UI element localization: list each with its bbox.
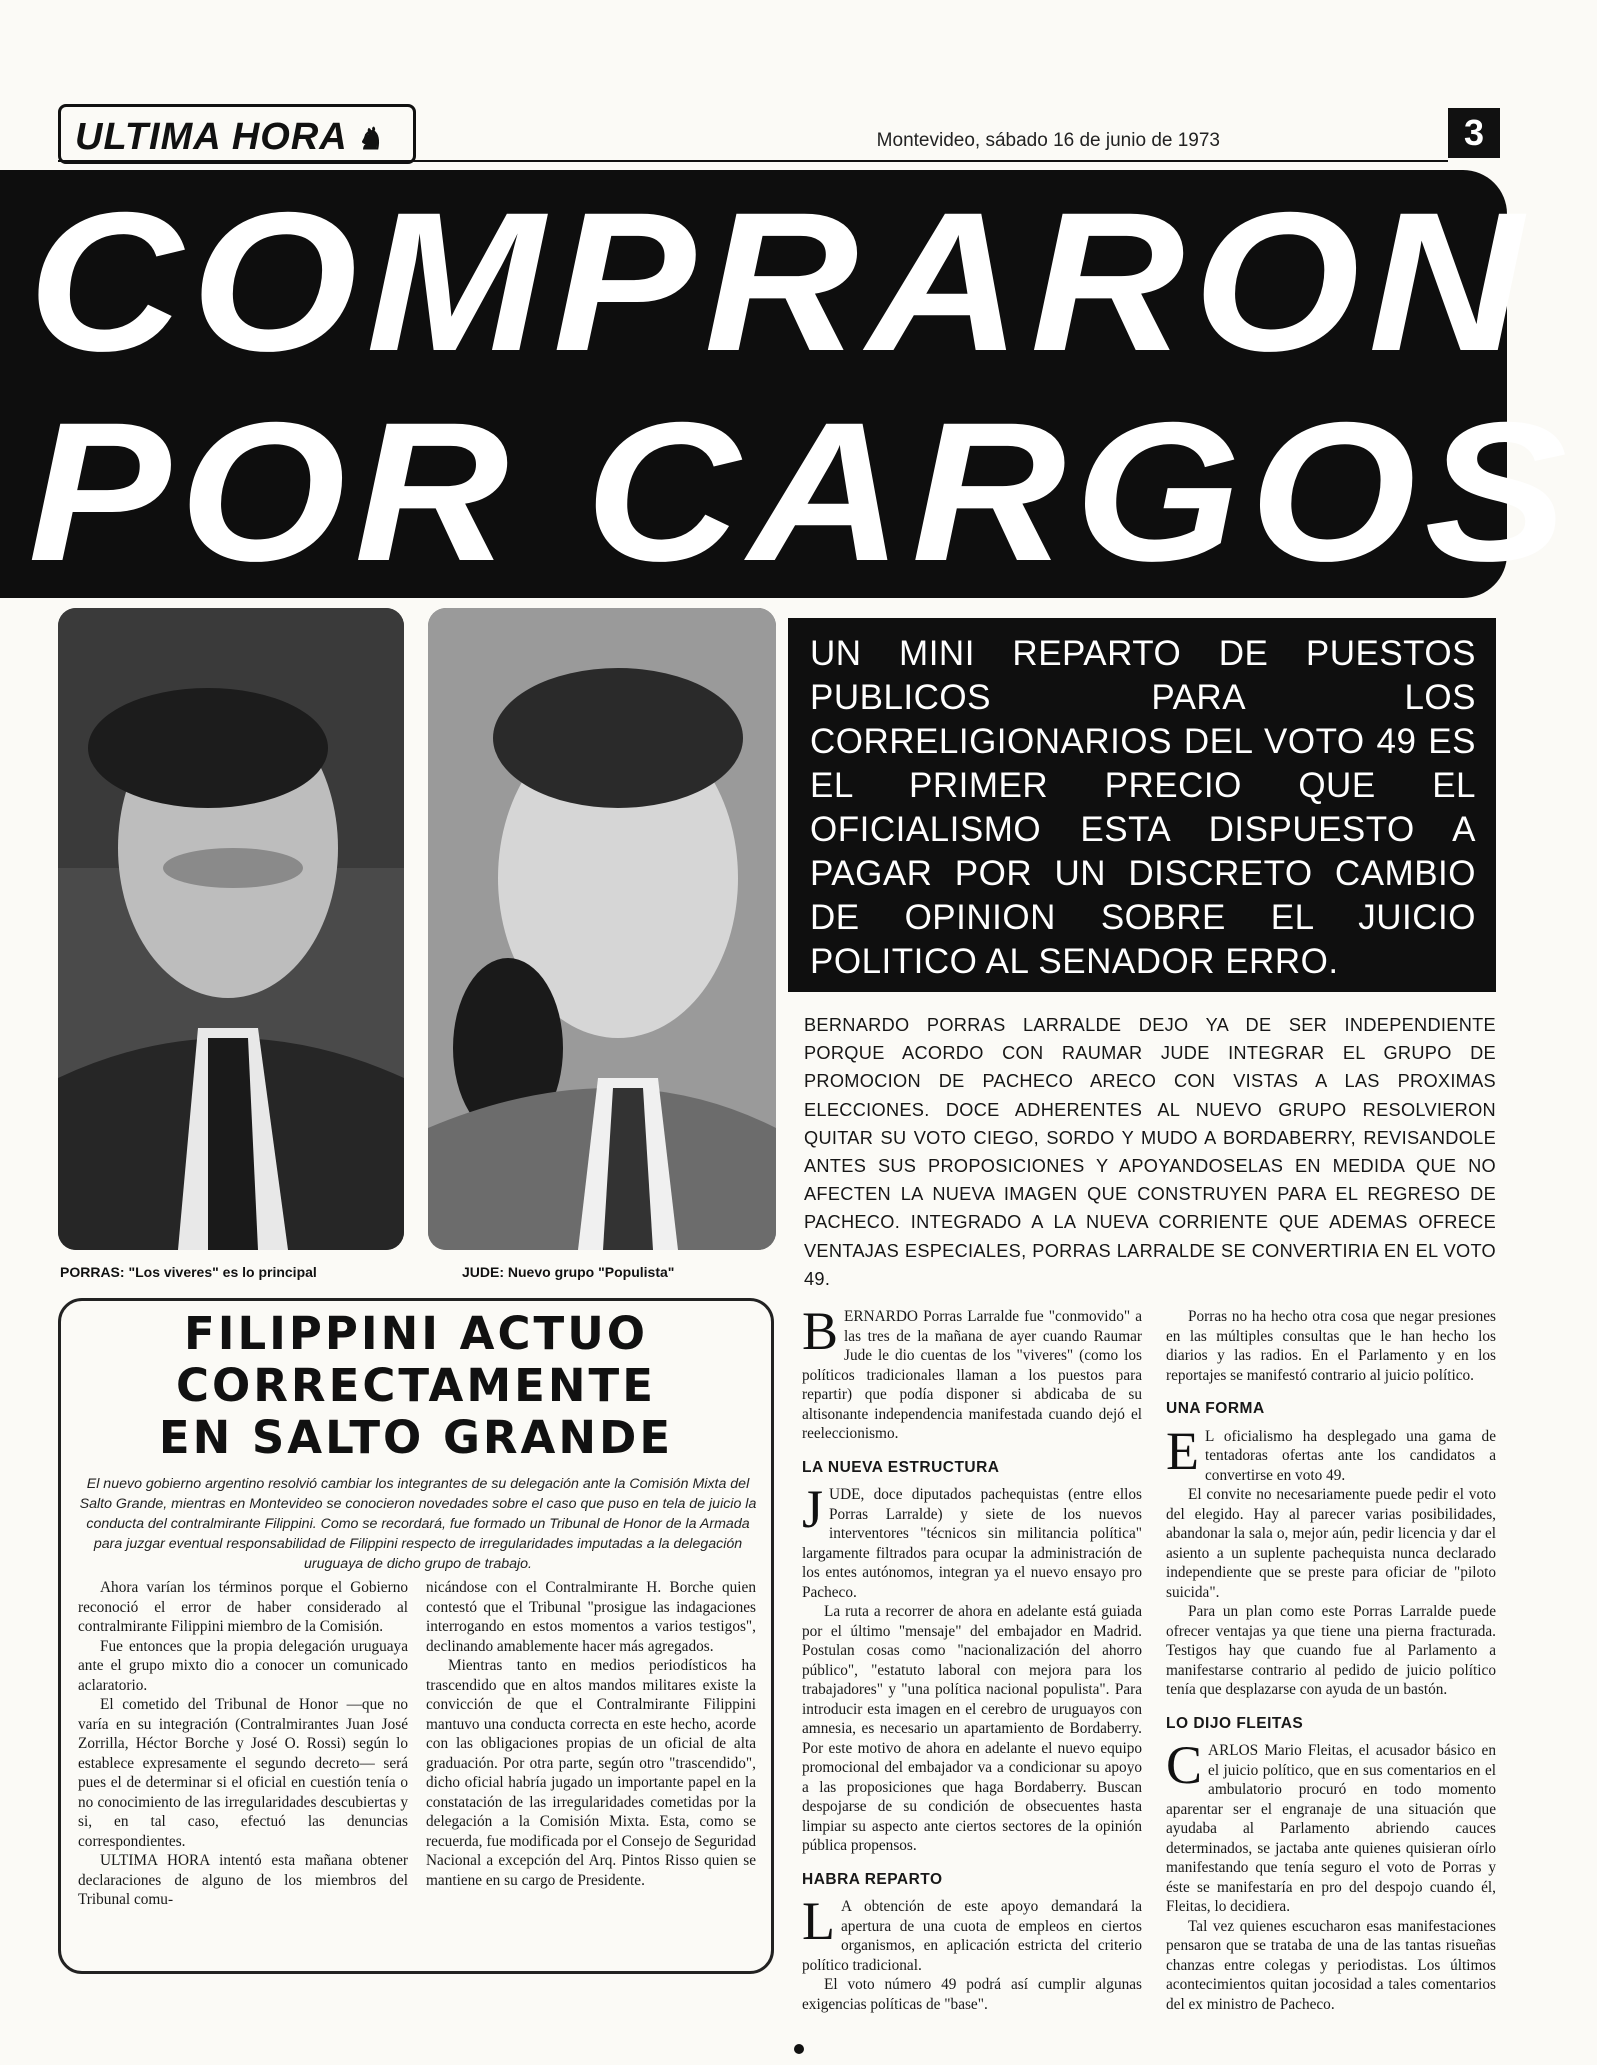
lead-paragraph: BERNARDO PORRAS LARRALDE DEJO YA DE SER INDEPENDIENTE PORQUE ACORDO CON RAUMAR JUDE INTEGRAR EL GRUPO DE PROMOCION DE PACHECO ARECO CON VISTAS A LAS PROXIMAS ELECCIONES. DOCE ADHERENTES AL NUEVO GRUPO RESOLVIERON QUITAR SU VOTO CIEGO, SORDO Y MUDO A BORDABERRY, REVISANDOLE ANTES SUS PROPOSICIONES Y APOYANDOSELAS EN MEDIDA QUE NO AFECTEN LA NUEVA IMAGEN QUE CONSTRUYEN PARA EL REGRESO DE PACHECO. INTEGRADO A LA NUEVA CORRIENTE QUE ADEMAS OFRECE VENTAJAS ESPECIALES, PORRAS LARRALDE SE CONVERTIRIA EN EL VOTO 49. [804,1015,1496,1289]
drop-cap: J [802,1479,824,1539]
section-head-forma: UNA FORMA [1166,1400,1265,1417]
headline-line-1: COMPRARON [28,171,1532,392]
drop-cap: C [1166,1735,1203,1795]
filippini-paragraph: Fue entonces que la propia delegación uruguaya ante el grupo mixto dio a conocer un comunicado aclaratorio. [78,1637,408,1694]
caption-porras: PORRAS: "Los viveres" es lo principal [60,1264,317,1280]
body-paragraph-text: ERNARDO Porras Larralde fue "conmovido" a las tres de la mañana de ayer cuando Raumar Jude le dio cuentas de los "viveres" (como los políticos tradicionales llaman a los puestos para repartir) que podía disponer si abdicaba de su altisonante independencia manifestada cuando dejó el reeleccionismo. [802,1308,1142,1442]
section-head-fleitas: LO DIJO FLEITAS [1166,1714,1304,1732]
drop-cap: B [802,1301,839,1361]
filippini-paragraph: ULTIMA HORA intentó esta mañana obtener declaraciones de alguno de los miembros del Tribunal comu- [78,1852,408,1908]
body-paragraph-text: L oficialismo ha desplegado una gama de tentadoras ofertas ante los candidatos a convertirse en voto 49. [1205,1427,1496,1484]
body-paragraph: La ruta a recorrer de ahora en adelante está guiada por el último "mensaje" del embajador en Madrid. Postulan cosas como "nacionalización del ahorro público", "estatuto laboral con mejora para los trabajadores" y "una política nacional populista". Para introducir esta imagen en el cerebro de uruguayos con amnesia, es necesario un apartamiento de Bordaberry. Por este motivo de ahora en adelante el nuevo equipo promocional del embajador va a condicionar su apoyo a las proposiciones que haga Bordaberry. Buscan despojarse de su condición de obsecuentes hasta limpiar su aspecto ante ciertos sectores de la opinión pública propensos. [802,1603,1142,1854]
filippini-paragraph: nicándose con el Contralmirante H. Borche quien contestó que el Tribunal "prosigue las indagaciones interrogando en estos momentos a varios testigos", declinando amablemente hacer más agregados. [426,1579,756,1655]
drop-cap: L [802,1891,835,1951]
body-paragraph-text: ARLOS Mario Fleitas, el acusador básico en el juicio político, que en sus comentarios en el ambulatorio procuró en todo momento aparentar ser el engranaje de una situación que ayudaba al Parlamento abriendo cauces determinados, se jactaba ante quienes quisieran oírlo manifestando que tenía seguro el voto de Porras y éste se manifestaría en pro del despojo cuando él, Fleitas, lo decidiera. [1166,1742,1496,1915]
body-column-2 [1166,1307,1496,2014]
filippini-intro: El nuevo gobierno argentino resolvió cambiar los integrantes de su delegación ante la Comisión Mixta del Salto Grande, mientras en Montevideo se conocieron novedades sobre el caso que puso en tela de juicio la conducta del contralmirante Filippini. Como se recordará, fue formado un Tribunal de Honor de la Armada para juzgar eventual responsabilidad de Filippini respecto de irregularidades imputadas a la delegación uruguaya de dicho grupo de trabajo. [79,1476,757,1572]
photo-jude [428,608,776,1250]
body-paragraph [802,1301,1142,1444]
body-paragraph: El voto número 49 podrá así cumplir algunas exigencias políticas de "base". [802,1976,1142,2013]
body-column-1 [802,1301,1142,2014]
filippini-column-1 [78,1578,408,1910]
masthead-rule [58,160,1448,162]
page-number: 3 [1448,108,1500,158]
body-paragraph: El convite no necesariamente puede pedir el voto del elegido. Hay al parecer varias posibilidades, abandonar la sala o, mejor aún, pedir licencia y dar el asiento a un suplente pachequista nunca declarado independiente que se preste para oficiar de "piloto suicida". [1166,1486,1496,1601]
logo-text: ULTIMA HORA [75,116,348,158]
masthead-logo [58,104,416,164]
filippini-column-2 [426,1578,756,1890]
body-paragraph: Tal vez quienes escucharon esas manifestaciones pensaron que se trataba de una de las tantas risueñas chanzas entre colegas y periodistas. Los últimos acontecimientos quitan jocosidad a tales comentarios del ex ministro de Pacheco. [1166,1917,1496,2013]
body-paragraph [802,1891,1142,1975]
footer-mark [794,2044,804,2054]
horse-icon: ♞ [355,123,384,156]
body-paragraph: Porras no ha hecho otra cosa que negar presiones en las múltiples consultas que le han hecho los diarios y las radios. En el Parlamento y en los reportajes se manifestó contrario al juicio político. [1166,1308,1496,1384]
body-paragraph [1166,1735,1496,1917]
dateline: Montevideo, sábado 16 de junio de 1973 [876,130,1220,151]
body-paragraph: Para un plan como este Porras Larralde puede ofrecer ventajas ya que tiene una pierna fracturada. Testigos hay que cuando fue al Parlamento a manifestarse contrario al pedido de juicio político tenía que desplazarse con ayuda de un bastón. [1166,1603,1496,1698]
headline-line-2: POR CARGOS [28,381,1576,602]
photo-porras [58,608,404,1250]
body-paragraph-text: A obtención de este apoyo demandará la apertura de una cuota de empleos en ciertos organismos, en aplicación estricta del criterio político tradicional. [802,1898,1142,1974]
body-paragraph [802,1479,1142,1602]
filippini-headline: FILIPPINI ACTUO CORRECTAMENTE EN SALTO GRANDE [158,1307,674,1464]
filippini-paragraph: El cometido del Tribunal de Honor —que no varía en su integración (Contralmirantes Juan José Zorrilla, Héctor Borche y José O. Rossi) según lo establece expresamente el segundo decreto— será pues el de determinar si el oficial en cuestión tenía o no conocimiento de las irregularidades descubiertas y si, en tal caso, efectuó las denuncias correspondientes. [78,1696,408,1850]
body-paragraph [1166,1420,1496,1486]
subhead-box: UN MINI REPARTO DE PUESTOS PUBLICOS PARA LOS CORRELIGIONARIOS DEL VOTO 49 ES EL PRIMER PRECIO QUE EL OFICIALISMO ESTA DISPUESTO A PAGAR POR UN DISCRETO CAMBIO DE OPINION SOBRE EL JUICIO POLITICO AL SENADOR ERRO. [788,618,1496,992]
section-head-reparto: HABRA REPARTO [802,1870,943,1888]
filippini-paragraph: Mientras tanto en medios periodísticos ha trascendido que en altos mandos militares existe la convicción de que el Contralmirante Filippini mantuvo una conducta correcta en este hecho, acorde con las obligaciones propias de un oficial de alta graduación. Por otra parte, según otro "trascendido", dicho oficial habría jugado un importante papel en la constatación de las irregularidades cometidas por la delegación a la Comisión Mixta. Esta, como se recuerda, fue modificada por el Consejo de Seguridad Nacional a excepción del Arq. Pintos Risso quien se mantiene en su cargo de Presidente. [426,1657,756,1889]
caption-jude: JUDE: Nuevo grupo "Populista" [462,1264,675,1280]
drop-cap: E [1166,1420,1199,1481]
filippini-paragraph: Ahora varían los términos porque el Gobierno reconoció el error de haber considerado al contralmirante Filippini miembro de la Comisión. [78,1579,408,1635]
section-head-estructura: LA NUEVA ESTRUCTURA [802,1458,1000,1476]
body-paragraph-text: UDE, doce diputados pachequistas (entre ellos Porras Larralde) y siete de los nuevos interventores "técnicos sin militancia política" largamente filtrados para ocupar la administración de los entes autónomos, integran ya el nuevo ensayo pro Pacheco. [802,1486,1142,1601]
